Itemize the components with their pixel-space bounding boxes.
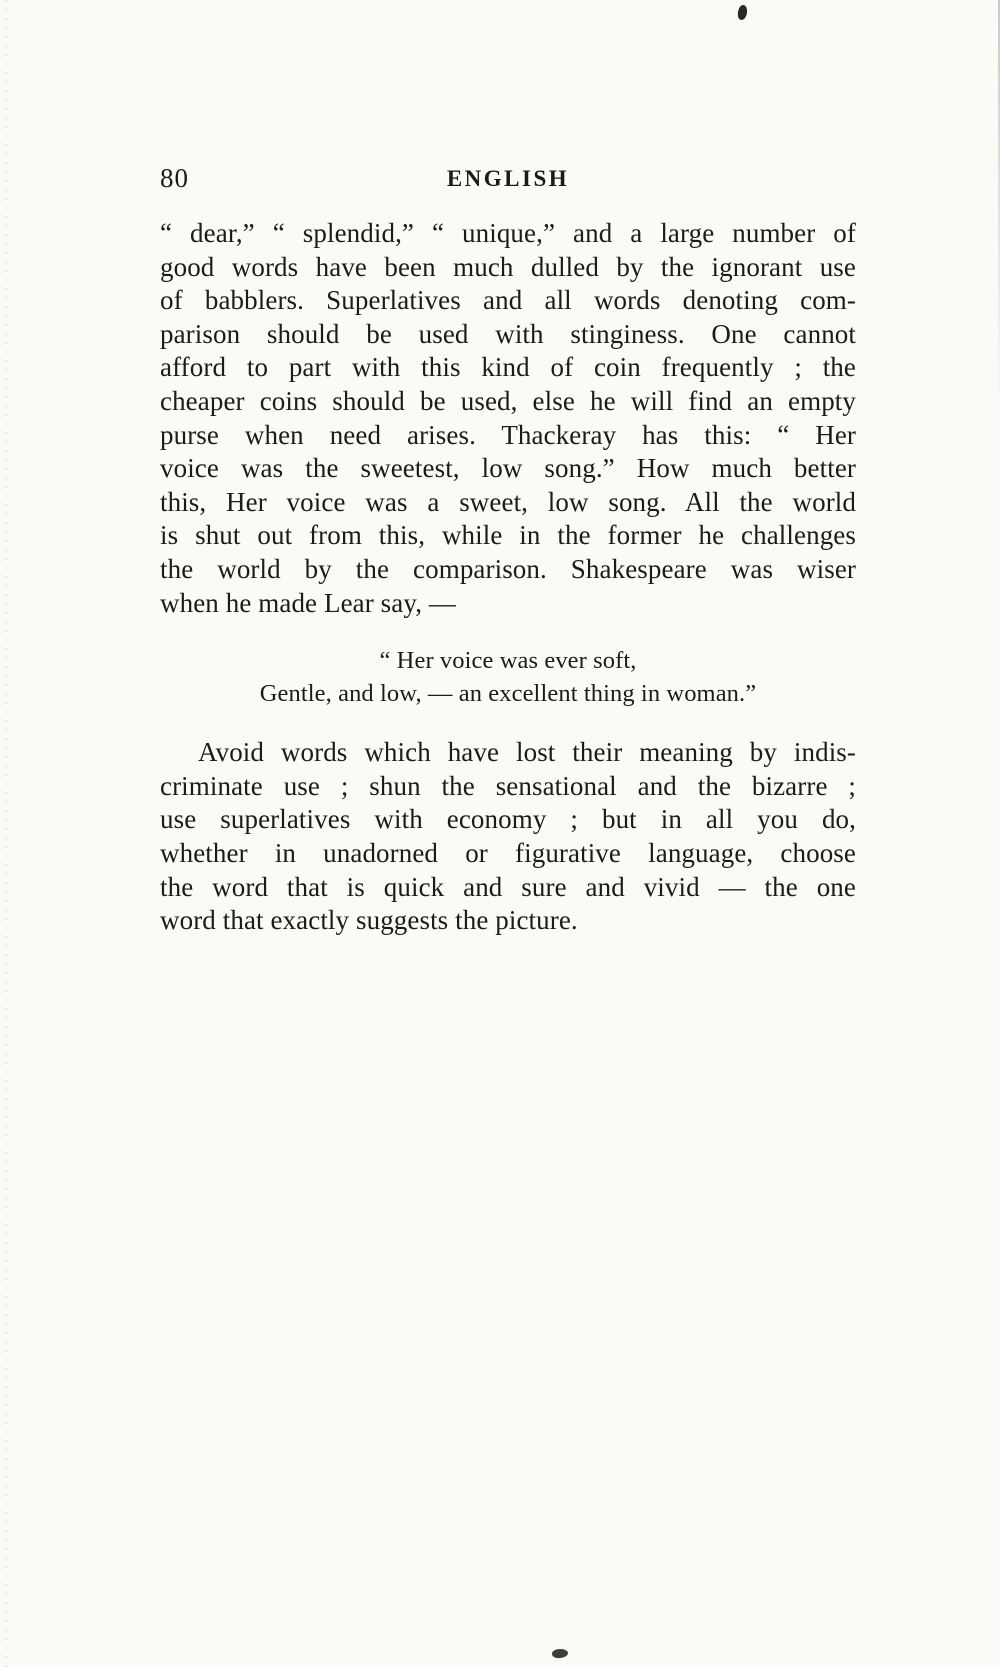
text-line: this, Her voice was a sweet, low song. All the world [160,486,856,517]
text-line: Avoid words which have lost their meaning by indis- [198,737,856,768]
text-column [160,163,856,938]
body-text [160,217,856,938]
text-line: cheaper coins should be used, else he will find an empty [160,385,856,416]
text-line: when he made Lear say, — [160,587,457,618]
text-line: whether in unadorned or figurative language, choose [160,837,856,868]
scan-artifact-left-edge [5,0,8,1667]
text-line: afford to part with this kind of coin frequently ; the [160,352,856,383]
text-line: “ dear,” “ splendid,” “ unique,” and a large number of [160,218,856,248]
text-line: good words have been much dulled by the ignorant use [160,251,856,282]
text-line: use superlatives with economy ; but in all you do, [160,804,856,835]
page-number: 80 [160,163,189,193]
scan-artifact-speck [552,1648,569,1659]
running-header: ENGLISH [446,166,570,191]
text-line: is shut out from this, while in the former he challenges [160,520,856,551]
text-line: voice was the sweetest, low song.” How much better [160,453,856,484]
text-line: purse when need arises. Thackeray has this: “ Her [160,419,856,450]
text-line: criminate use ; shun the sensational and the bizarre ; [160,770,856,801]
text-line: word that exactly suggests the picture. [160,905,578,936]
scan-artifact-speck [737,4,749,21]
text-line: the word that is quick and sure and vivid — the one [160,871,856,902]
quote-line: “ Her voice was ever soft, [379,647,637,675]
text-line: the world by the comparison. Shakespeare was wiser [160,553,856,584]
text-line: of babblers. Superlatives and all words denoting com- [160,285,856,316]
text-line: parison should be used with stinginess. One cannot [160,318,856,349]
page-header [160,163,856,205]
quote-line: Gentle, and low, — an excellent thing in woman.” [259,680,757,708]
paragraph [160,217,856,620]
verse-quote [160,644,856,710]
paragraph [160,736,856,938]
